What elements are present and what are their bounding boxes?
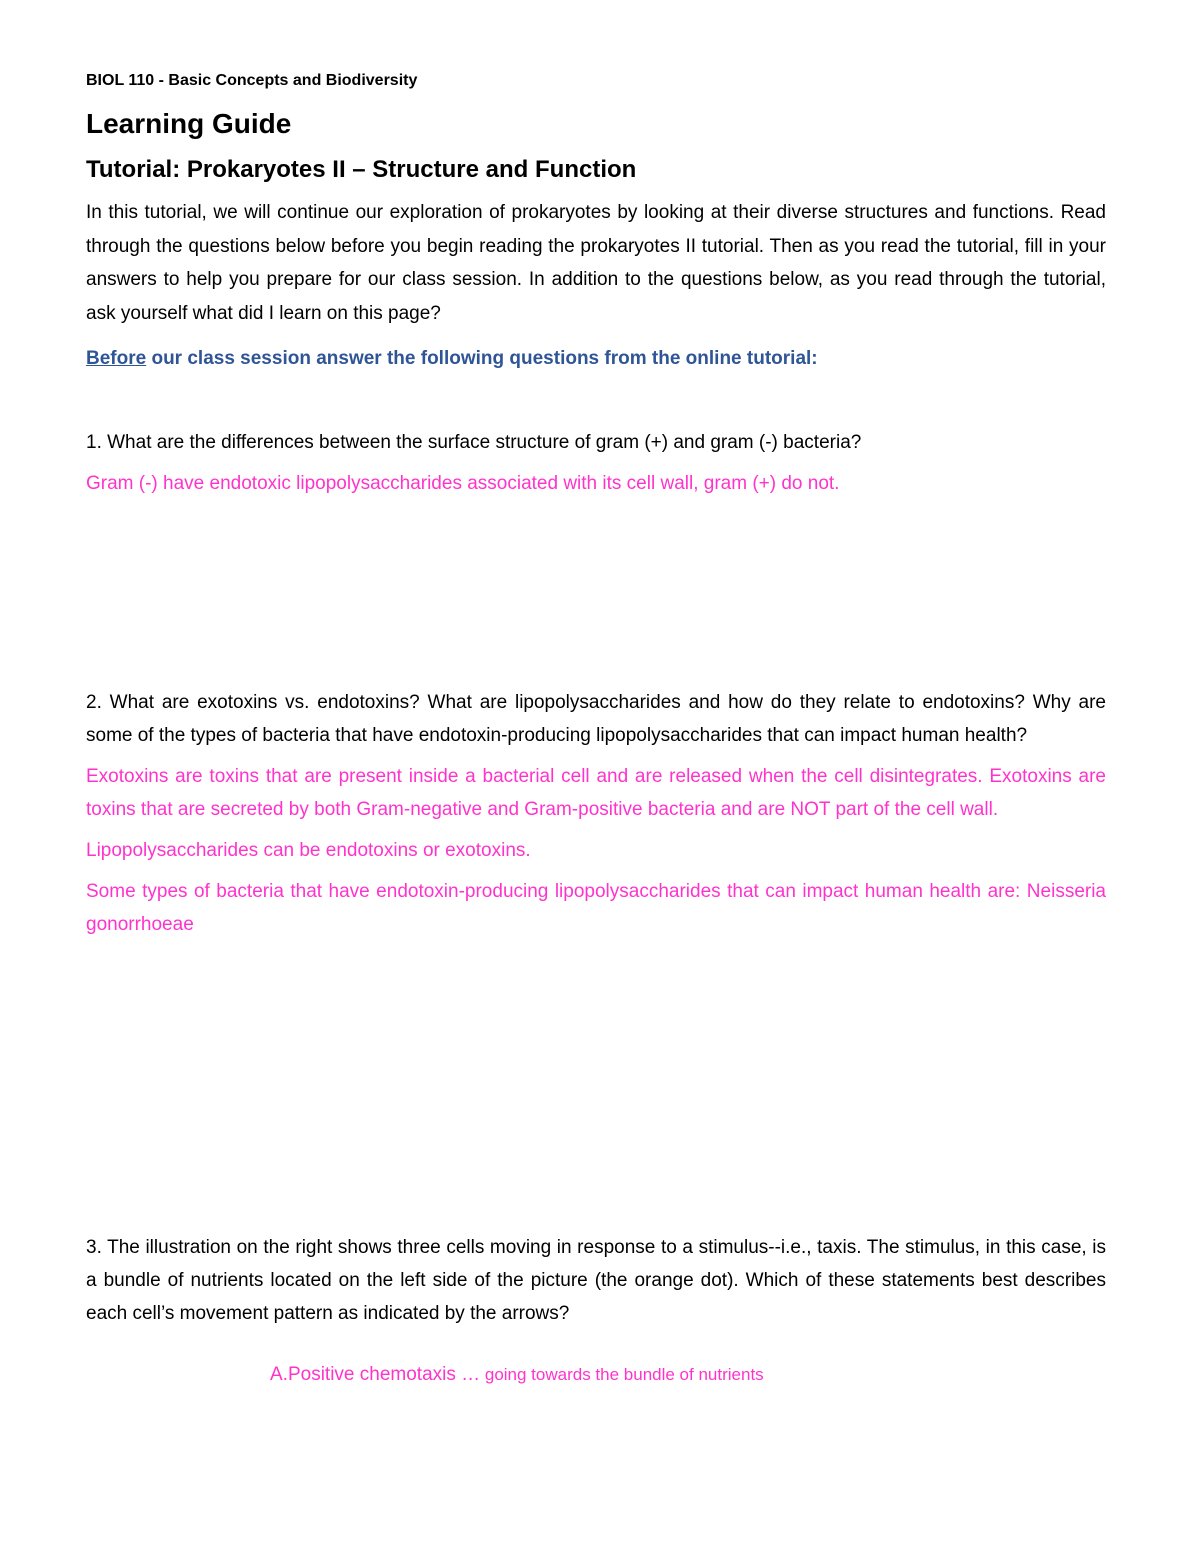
instructions [86, 344, 1106, 374]
page-subtitle: Tutorial: Prokaryotes II – Structure and Function [86, 156, 637, 183]
question-block-3 [86, 1231, 1106, 1390]
answer-1: Gram (-) have endotoxic lipopolysaccharides associated with its cell wall, gram (+) do not. [86, 473, 840, 494]
question-block-1 [86, 426, 1106, 500]
question-block-2 [86, 686, 1106, 941]
intro-paragraph: In this tutorial, we will continue our exploration of prokaryotes by looking at their diverse structures and functions. Read through the questions below before you begin reading the prokaryotes II tutorial. Then as you read the tutorial, fill in your answers to help you prepare for our class session. In addition to the questions below, as you read through the tutorial, ask yourself what did I learn on this page? [86, 202, 1106, 324]
course-header: BIOL 110 - Basic Concepts and Biodiversity [86, 72, 418, 89]
question-2: 2. What are exotoxins vs. endotoxins? What are lipopolysaccharides and how do they relate to endotoxins? Why are some of the types of bacteria that have endotoxin-producing lipopolysaccharides that can impact human health? [86, 692, 1106, 746]
question-3: 3. The illustration on the right shows three cells moving in response to a stimulus--i.e., taxis. The stimulus, in this case, is a bundle of nutrients located on the left side of the picture (the orange dot). Which of these statements best describes each cell’s movement pattern as indicated by the arrows? [86, 1237, 1106, 1324]
answer-2-lipopolysaccharides: Lipopolysaccharides can be endotoxins or exotoxins. [86, 840, 531, 861]
answer-3-label: A.Positive chemotaxis … [270, 1364, 481, 1385]
answer-2-bacteria: Some types of bacteria that have endotoxin-producing lipopolysaccharides that can impact human health are: Neisseria gonorrhoeae [86, 881, 1106, 935]
page-title: Learning Guide [86, 108, 292, 139]
instructions-text: our class session answer the following questions from the online tutorial: [146, 348, 818, 369]
answer-3-detail: going towards the bundle of nutrients [480, 1365, 764, 1384]
instructions-emphasis: Before [86, 348, 147, 369]
answer-3-choice [270, 1360, 1106, 1390]
answer-2-exotoxins: Exotoxins are toxins that are present inside a bacterial cell and are released when the cell disintegrates. Exotoxins are toxins that are secreted by both Gram-negative and Gram-positive bacteria and are NOT part of the cell wall. [86, 766, 1106, 820]
question-1: 1. What are the differences between the surface structure of gram (+) and gram (-) bacteria? [86, 432, 862, 453]
